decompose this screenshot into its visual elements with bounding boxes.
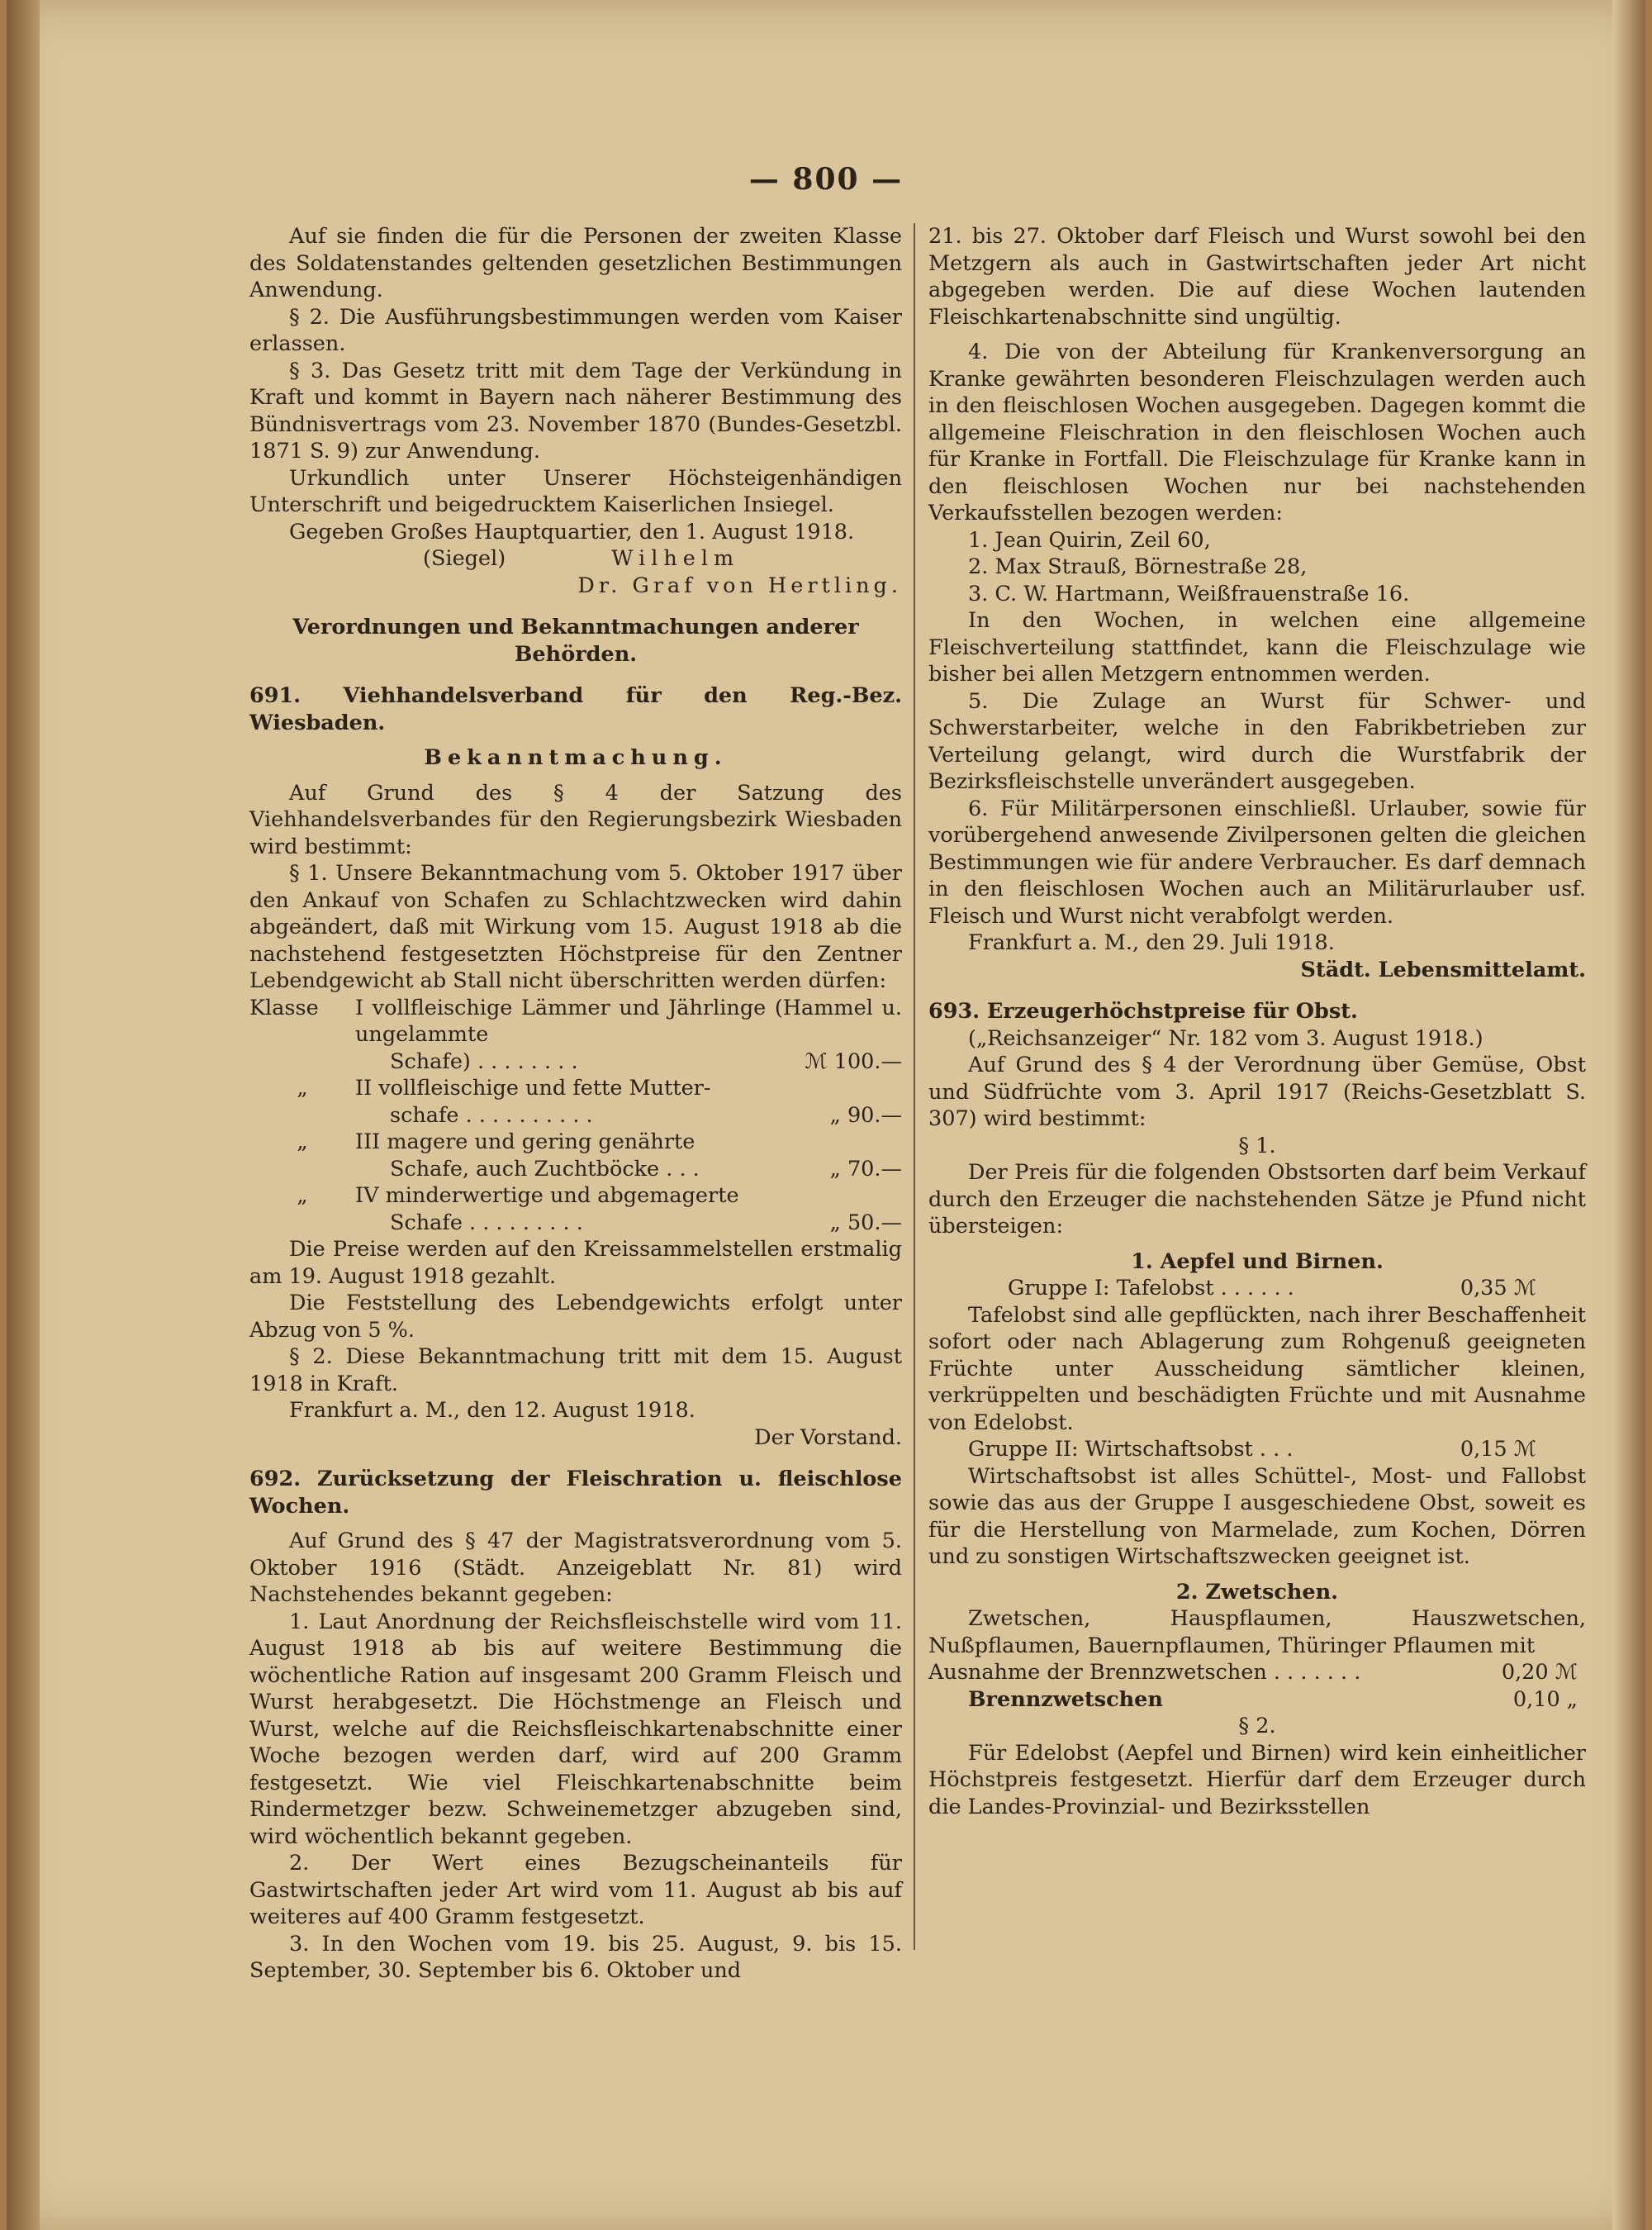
seal-label: (Siegel) (423, 546, 506, 571)
price-value: ℳ 100.— (805, 1048, 902, 1074)
paragraph: Wirtschaftsobst ist alles Schüttel-, Most- und Fallobst sowie das aus der Gruppe I ausgeschiedene Obst, soweit es für die Herstellung von Marmelade, zum Kochen, Dörren und zu sonstigen Wirtschaftszwecken geeignet ist. (928, 1463, 1586, 1569)
price-row-label: Ausnahme der Brennzwetschen . . . . . . . (928, 1660, 1361, 1685)
price-class-2 (249, 1075, 902, 1102)
price-value: 0,20 ℳ (1501, 1660, 1578, 1685)
document-page (7, 0, 1645, 2230)
paragraph: Die Feststellung des Lebendgewichts erfolgt unter Abzug von 5 %. (249, 1291, 902, 1343)
page-number: — 800 — (748, 162, 904, 197)
paragraph: Auf Grund des § 4 der Satzung des Viehhandelsverbandes für den Regierungsbezirk Wiesbaden wird bestimmt: (249, 780, 902, 859)
price-class-4 (249, 1182, 902, 1210)
class-text: I vollfleischige Lämmer und Jährlinge (Hammel u. ungelammte (355, 995, 902, 1047)
left-column (249, 223, 902, 1985)
price-class-3 (249, 1129, 902, 1156)
price-row-label: Schafe . . . . . . . . . (390, 1210, 583, 1235)
price-row (249, 1102, 902, 1129)
paragraph: 1. Laut Anordnung der Reichsfleischstelle wird vom 11. August 1918 ab bis auf weitere Bestimmung die wöchentliche Ration auf insgesamt 200 Gramm Fleisch und Wurst herabgesetzt. Die Höchstmenge an Fleisch und Wurst, welche auf die Reichsfleischkartenabschnitte einer Woche bezogen werden darf, wird auf 200 Gramm festgesetzt. Wie viel Fleischkartenabschnitte beim Rindermetzger bezw. Schweinemetzger abzugeben sind, wird wöchentlich bekannt gegeben. (249, 1609, 902, 1849)
price-value: „ 90.— (829, 1102, 902, 1128)
vendor-3: 3. C. W. Hartmann, Weißfrauenstraße 16. (968, 581, 1410, 606)
price-row (928, 1659, 1586, 1686)
price-value: 0,35 ℳ (1460, 1276, 1536, 1300)
paragraph-number: § 2. (1238, 1714, 1276, 1738)
price-row-label: schafe . . . . . . . . . . (390, 1102, 593, 1128)
price-row (249, 1156, 902, 1183)
paragraph: § 1. Unsere Bekanntmachung vom 5. Oktober 1917 über den Ankauf von Schafen zu Schlachtzwecken wird dahin abgeändert, daß mit Wirkung vom 15. August 1918 ab die nachstehend festgesetzten Höchstpreise für den Zentner Lebendgewicht ab Stall nicht überschritten werden dürfen: (249, 861, 902, 993)
paragraph: 4. Die von der Abteilung für Krankenversorgung an Kranke gewährten besonderen Fleischzulagen werden auch in den fleischlosen Wochen ausgegeben. Dagegen kommt die allgemeine Fleischration in den fleischlosen Wochen auch für Kranke in Fortfall. Die Fleischzulage für Kranke kann in den fleischlosen Wochen nur bei nachstehenden Verkaufsstellen bezogen werden: (928, 340, 1586, 525)
right-column (928, 223, 1586, 1820)
paragraph: Auf Grund des § 4 der Verordnung über Gemüse, Obst und Südfrüchte vom 3. April 1917 (Reichs-Gesetzblatt S. 307) wird bestimmt: (928, 1053, 1586, 1131)
price-row-label: Gruppe II: Wirtschaftsobst . . . (968, 1437, 1294, 1462)
price-row-label: Brennzwetschen (968, 1686, 1163, 1712)
paragraph-number: § 1. (1238, 1133, 1276, 1158)
paragraph: 5. Die Zulage an Wurst für Schwer- und Schwerstarbeiter, welche in den Fabrikbetrieben zur Verteilung gelangt, wird durch die Wurstfabrik der Bezirksfleischstelle unverändert ausgegeben. (928, 688, 1586, 794)
signature-line (249, 545, 902, 573)
paragraph: Der Preis für die folgenden Obstsorten darf beim Verkauf durch den Erzeuger die nachstehenden Sätze je Pfund nicht übersteigen: (928, 1160, 1586, 1239)
price-value: „ 70.— (829, 1156, 902, 1182)
class-text: II vollfleischige und fette Mutter- (355, 1076, 711, 1101)
book-spine (7, 0, 40, 2230)
price-row-label: Schafe, auch Zuchtböcke . . . (390, 1156, 700, 1182)
price-class-1 (249, 995, 902, 1048)
price-row (928, 1436, 1586, 1463)
date-line: Frankfurt a. M., den 29. Juli 1918. (968, 930, 1335, 955)
signature-emperor: Wilhelm (611, 546, 740, 571)
price-row (928, 1275, 1586, 1302)
class-label: „ (297, 1129, 308, 1154)
paragraph: Urkundlich unter Unserer Höchsteigenhändigen Unterschrift und beigedrucktem Kaiserlichen Insiegel. (249, 465, 902, 517)
paragraph: 3. In den Wochen vom 19. bis 25. August, 9. bis 15. September, 30. September bis 6. Oktober und (249, 1931, 902, 1983)
price-value: „ 50.— (829, 1210, 902, 1235)
date-line: Frankfurt a. M., den 12. August 1918. (289, 1398, 695, 1423)
paragraph: § 3. Das Gesetz tritt mit dem Tage der Verkündung in Kraft und kommt in Bayern nach näherer Bestimmung des Bündnisvertrags vom 23. November 1870 (Bundes-Gesetzbl. 1871 S. 9) zur Anwendung. (249, 358, 902, 464)
column-divider (914, 223, 915, 1950)
paragraph: § 2. Die Ausführungsbestimmungen werden vom Kaiser erlassen. (249, 304, 902, 356)
paragraph: Die Preise werden auf den Kreissammelstellen erstmalig am 19. August 1918 gezahlt. (249, 1237, 902, 1289)
page-edge (1612, 0, 1645, 2230)
subheading: 1. Aepfel und Birnen. (1131, 1248, 1384, 1274)
price-row-label: Schafe) . . . . . . . . (390, 1048, 578, 1074)
vendor-1: 1. Jean Quirin, Zeil 60, (968, 527, 1211, 553)
vendor-2: 2. Max Strauß, Börnestraße 28, (968, 554, 1308, 579)
price-row (249, 1048, 902, 1076)
price-row-label: Gruppe I: Tafelobst . . . . . . (1008, 1276, 1294, 1300)
paragraph: Zwetschen, Hauspflaumen, Hauszwetschen, Nußpflaumen, Bauernpflaumen, Thüringer Pflaumen mit (928, 1606, 1586, 1658)
paragraph: Gegeben Großes Hauptquartier, den 1. August 1918. (289, 519, 855, 544)
subheading: 2. Zwetschen. (1175, 1579, 1339, 1605)
paragraph: § 2. Diese Bekanntmachung tritt mit dem 15. August 1918 in Kraft. (249, 1344, 902, 1396)
price-value: 0,10 „ (1512, 1686, 1578, 1712)
paragraph: Für Edelobst (Aepfel und Birnen) wird kein einheitlicher Höchstpreis festgesetzt. Hierfür darf dem Erzeuger durch die Landes-Provinzial- und Bezirksstellen (928, 1740, 1586, 1819)
class-label: „ (297, 1076, 308, 1101)
section-subtitle: Bekanntmachung. (424, 745, 728, 770)
paragraph: Tafelobst sind alle gepflückten, nach ihrer Beschaffenheit sofort oder nach Ablagerung zum Rohgenuß geeigneten Früchte unter Ausscheidung sämtlicher kleinen, verkrüppelten und beschädigten Früchte und mit Ausnahme von Edelobst. (928, 1302, 1586, 1435)
paragraph: 6. Für Militärpersonen einschließl. Urlauber, sowie für vorübergehend anwesende Zivilpersonen gelten die gleichen Bestimmungen wie für andere Verbraucher. Es darf demnach in den fleischlosen Wochen auch an Militärurlauber usf. Fleisch und Wurst nicht verabfolgt werden. (928, 796, 1586, 929)
section-title-692: 692. Zurücksetzung der Fleischration u. fleischlose Wochen. (249, 1467, 902, 1519)
source-reference: („Reichsanzeiger“ Nr. 182 vom 3. August 1918.) (968, 1025, 1483, 1051)
class-text: III magere und gering genährte (355, 1129, 695, 1154)
class-label: Klasse (249, 995, 319, 1020)
paragraph: 21. bis 27. Oktober darf Fleisch und Wurst sowohl bei den Metzgern als auch in Gastwirtschaften jeder Art nicht abgegeben werden. Die auf diese Wochen lautenden Fleischkartenabschnitte sind ungültig. (928, 224, 1586, 330)
paragraph: Auf sie finden die für die Personen der zweiten Klasse des Soldatenstandes geltenden gesetzlichen Bestimmungen Anwendung. (249, 224, 902, 302)
class-label: „ (297, 1183, 308, 1208)
price-value: 0,15 ℳ (1460, 1437, 1536, 1462)
signature: Städt. Lebensmittelamt. (1300, 957, 1586, 982)
signature-chancellor: Dr. Graf von Hertling. (577, 573, 902, 598)
paragraph: Auf Grund des § 47 der Magistratsverordnung vom 5. Oktober 1916 (Städt. Anzeigeblatt Nr. 81) wird Nachstehendes bekannt gegeben: (249, 1529, 902, 1607)
paragraph: In den Wochen, in welchen eine allgemeine Fleischverteilung stattfindet, kann die Fleischzulage wie bisher bei allen Metzgern entnommen werden. (928, 608, 1586, 687)
section-title-691: 691. Viehhandelsverband für den Reg.-Bez. Wiesbaden. (249, 683, 902, 735)
paragraph: 2. Der Wert eines Bezugscheinanteils für Gastwirtschaften jeder Art wird vom 11. August ab bis auf weiteres auf 400 Gramm festgesetzt. (249, 1851, 902, 1929)
price-row (249, 1210, 902, 1237)
class-text: IV minderwertige und abgemagerte (355, 1183, 739, 1208)
section-heading: Verordnungen und Bekanntmachungen anderer Behörden. (292, 615, 859, 667)
price-row (928, 1686, 1586, 1714)
section-title-693: 693. Erzeugerhöchstpreise für Obst. (928, 999, 1358, 1024)
signature: Der Vorstand. (754, 1424, 902, 1450)
